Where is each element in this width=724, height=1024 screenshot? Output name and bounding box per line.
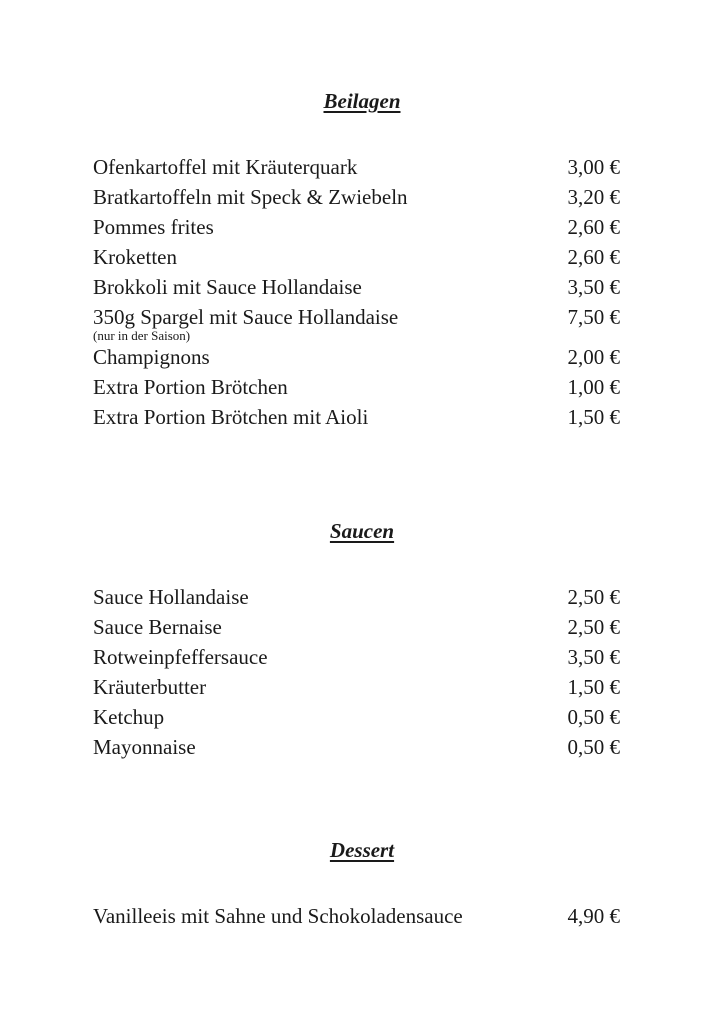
- item-name: Brokkoli mit Sauce Hollandaise: [93, 275, 362, 299]
- item-name: 350g Spargel mit Sauce Hollandaise: [93, 305, 399, 329]
- menu-list-beilagen: [93, 152, 620, 432]
- item-name: Ofenkartoffel mit Kräuterquark: [93, 155, 358, 179]
- menu-item: [93, 372, 620, 402]
- menu-item: [93, 672, 620, 702]
- section-title-saucen: Saucen: [329, 519, 395, 543]
- menu-item: [93, 901, 620, 931]
- item-name: Extra Portion Brötchen mit Aioli: [93, 405, 369, 429]
- item-name: Sauce Hollandaise: [93, 585, 249, 609]
- item-name: Ketchup: [93, 705, 165, 729]
- item-price: 4,90 €: [567, 904, 620, 928]
- menu-item: [93, 242, 620, 272]
- item-price: 2,60 €: [567, 245, 620, 269]
- item-name: Champignons: [93, 345, 210, 369]
- item-price: 3,50 €: [567, 645, 620, 669]
- item-name: Extra Portion Brötchen: [93, 375, 288, 399]
- item-price: 2,50 €: [567, 615, 620, 639]
- menu-item: [93, 612, 620, 642]
- menu-item: [93, 342, 620, 372]
- menu-item: [93, 182, 620, 212]
- menu-list-dessert: [93, 901, 620, 931]
- item-name: Kroketten: [93, 245, 177, 269]
- item-price: 3,00 €: [567, 155, 620, 179]
- menu-item: [93, 732, 620, 762]
- section-title-dessert: Dessert: [329, 838, 395, 862]
- menu-item: [93, 582, 620, 612]
- item-name: Pommes frites: [93, 215, 214, 239]
- menu-list-saucen: [93, 582, 620, 762]
- menu-item: [93, 402, 620, 432]
- item-note: (nur in der Saison): [93, 328, 191, 343]
- item-name: Sauce Bernaise: [93, 615, 222, 639]
- menu-item: [93, 302, 620, 332]
- menu-item: [93, 642, 620, 672]
- item-price: 1,50 €: [567, 675, 620, 699]
- item-price: 1,50 €: [567, 405, 620, 429]
- item-price: 2,00 €: [567, 345, 620, 369]
- item-price: 3,50 €: [567, 275, 620, 299]
- item-name: Mayonnaise: [93, 735, 196, 759]
- item-price: 2,60 €: [567, 215, 620, 239]
- menu-item: [93, 272, 620, 302]
- item-name: Vanilleeis mit Sahne und Schokoladensauce: [93, 904, 463, 928]
- menu-item: [93, 702, 620, 732]
- item-price: 3,20 €: [567, 185, 620, 209]
- section-title-beilagen: Beilagen: [323, 89, 401, 113]
- item-name: Kräuterbutter: [93, 675, 207, 699]
- item-price: 7,50 €: [567, 305, 620, 329]
- item-name: Bratkartoffeln mit Speck & Zwiebeln: [93, 185, 408, 209]
- item-price: 1,00 €: [567, 375, 620, 399]
- menu-item: [93, 212, 620, 242]
- item-price: 0,50 €: [567, 705, 620, 729]
- menu-item: [93, 152, 620, 182]
- item-price: 0,50 €: [567, 735, 620, 759]
- item-price: 2,50 €: [567, 585, 620, 609]
- item-name: Rotweinpfeffersauce: [93, 645, 268, 669]
